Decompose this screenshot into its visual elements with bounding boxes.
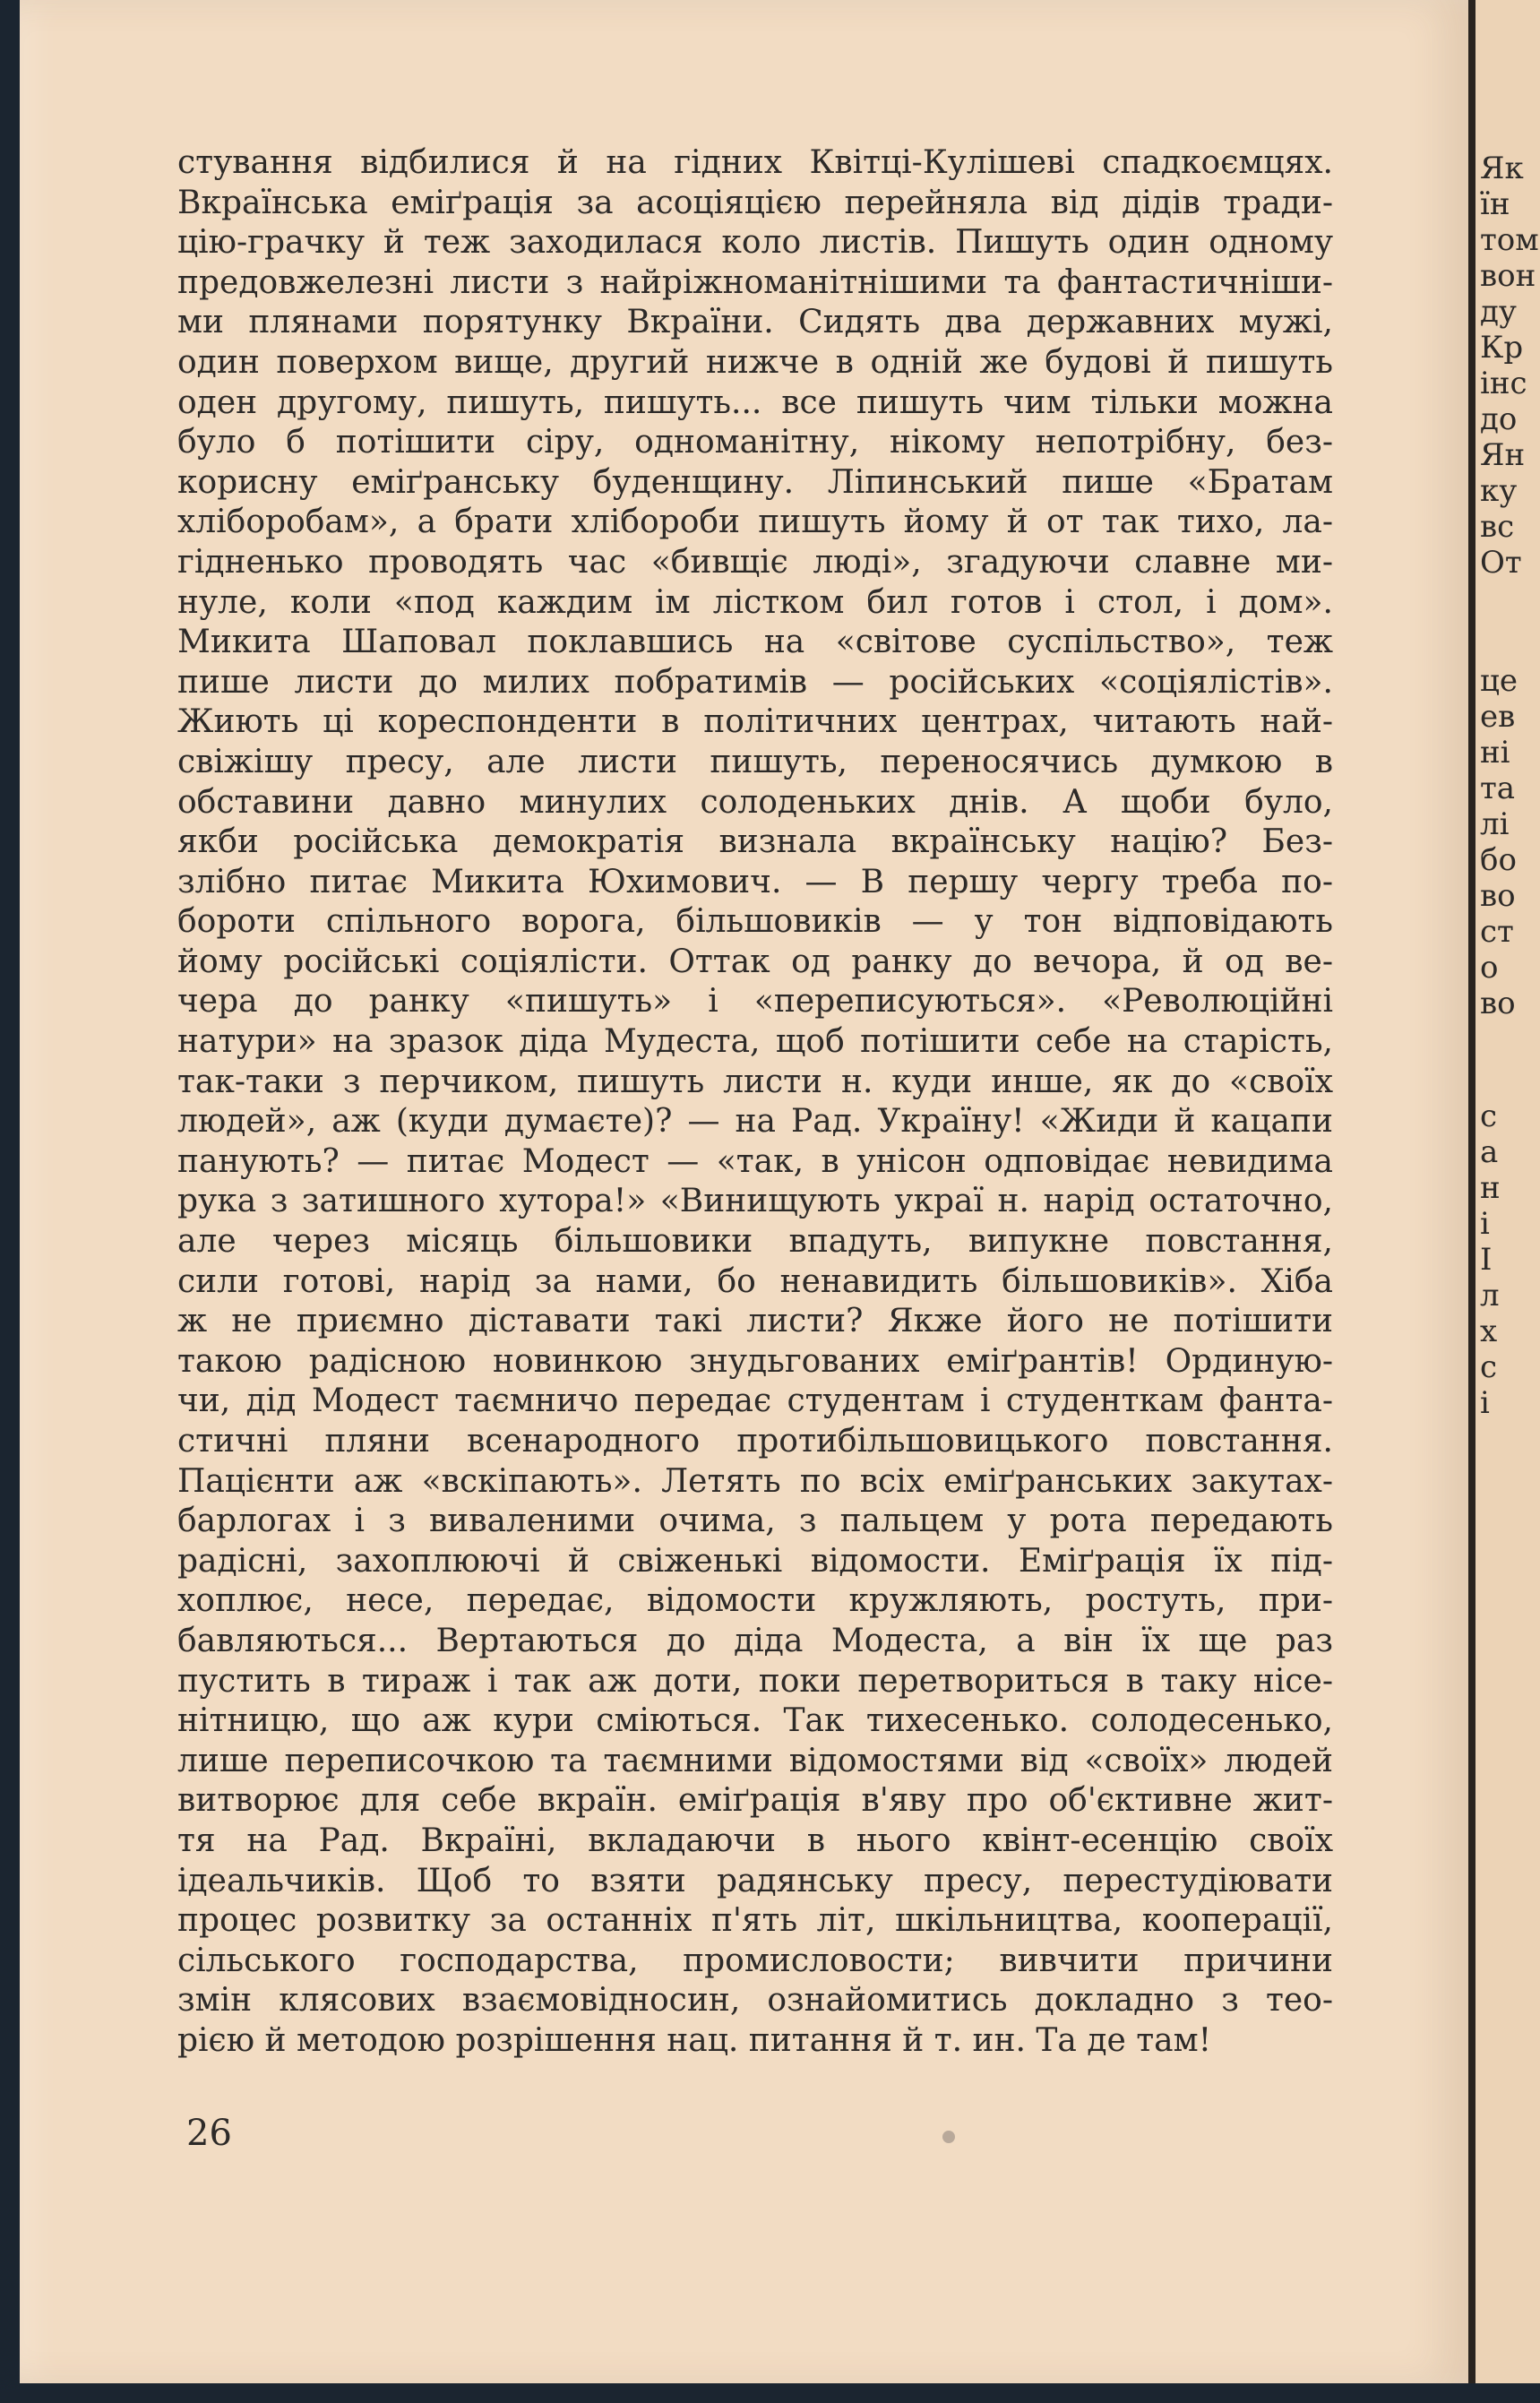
facing-page-fragment: та	[1480, 771, 1516, 806]
facing-page-fragment: вон	[1480, 258, 1536, 294]
text-line: витворює для себе вкраїн. еміґрація в'яву про об'єктивне жит-	[177, 1782, 1333, 1820]
text-line: ідеальчиків. Щоб то взяти радянську пресу, перестудіювати	[177, 1862, 1333, 1899]
text-line: хліборобам», а брати хлібороби пишуть йому й от так тихо, ла-	[177, 504, 1333, 541]
text-line: предовжелезні листи з найріжноманітнішими та фантастичніши-	[177, 263, 1333, 301]
text-line: Микита Шаповал поклавшись на «світове суспільство», теж	[177, 624, 1333, 661]
text-line: якби російська демократія визнала вкраїнську націю? Без-	[177, 823, 1333, 861]
text-line: свіжішу пресу, але листи пишуть, переносячись думкою в	[177, 743, 1333, 780]
text-line: такою радісною новинкою знудьгованих еміґрантів! Ординую-	[177, 1342, 1333, 1380]
facing-page-fragment: Ян	[1480, 437, 1526, 473]
text-line: Вкраїнська еміґрація за асоціяцією перейняла від дідів тради-	[177, 184, 1333, 221]
facing-page-fragment: От	[1480, 545, 1522, 581]
facing-page-fragment: І	[1480, 1242, 1493, 1278]
text-line: гідненько проводять час «бивщіє люді», згадуючи славне ми-	[177, 543, 1333, 581]
facing-page-fragment: том	[1480, 222, 1539, 258]
text-line: бавляються... Вертаються до діда Модеста, а він їх ще раз	[177, 1622, 1333, 1659]
text-line: змін клясових взаємовідносин, ознайомитись докладно з тео-	[177, 1982, 1333, 2020]
page-number: 26	[186, 2113, 232, 2154]
text-line: лише переписочкою та таємними відомостями від «своїх» людей	[177, 1742, 1333, 1779]
facing-page-fragment: л	[1480, 1278, 1500, 1313]
facing-page-fragment: во	[1480, 878, 1516, 914]
facing-page-fragment: а	[1480, 1134, 1499, 1170]
facing-page-fragment: лі	[1480, 806, 1510, 842]
facing-page-fragment: і	[1480, 1385, 1490, 1421]
text-line: бороти спільного ворога, більшовиків — у тон відповідають	[177, 903, 1333, 941]
text-line: йому російські соціялісти. Оттак од ранку до вечора, й од ве-	[177, 943, 1333, 980]
facing-page-fragment: це	[1480, 663, 1518, 699]
facing-page-fragment: ев	[1480, 699, 1516, 735]
text-line: так-таки з перчиком, пишуть листи н. куди инше, як до «своїх	[177, 1063, 1333, 1100]
text-line: радісні, захоплюючі й свіженькі відомости. Еміґрація їх під-	[177, 1542, 1333, 1580]
facing-page-fragment: х	[1480, 1313, 1498, 1349]
text-line: пише листи до милих побратимів — російських «соціялістів».	[177, 663, 1333, 701]
text-line: але через місяць більшовики впадуть, випукне повстання,	[177, 1223, 1333, 1261]
facing-page-fragment: ні	[1480, 735, 1510, 771]
facing-page-fragment: і	[1480, 1206, 1490, 1242]
facing-page-fragment: Кр	[1480, 330, 1524, 366]
text-line: оден другому, пишуть, пишуть... все пишуть чим тільки можна	[177, 383, 1333, 421]
scan-border	[0, 2383, 1540, 2403]
text-line: ми плянами порятунку Вкраїни. Сидять два державних мужі,	[177, 304, 1333, 341]
facing-page-fragment: їн	[1480, 186, 1510, 222]
text-line: стування відбилися й на гідних Квітці-Кулішеві спадкоємцях.	[177, 144, 1333, 181]
facing-page-fragment: во	[1480, 986, 1516, 1021]
text-line: процес розвитку за останніх п'ять літ, шкільництва, кооперації,	[177, 1902, 1333, 1940]
facing-page-fragment: інс	[1480, 366, 1527, 401]
facing-page-fragment: вс	[1480, 509, 1515, 545]
facing-page-fragment: с	[1480, 1349, 1498, 1385]
text-line: Пацієнти аж «вскіпають». Летять по всіх еміґранських закутах-	[177, 1462, 1333, 1500]
text-line: Жиють ці кореспонденти в політичних центрах, читають най-	[177, 703, 1333, 741]
facing-page-fragment: до	[1480, 401, 1518, 437]
facing-page-fragment: ду	[1480, 294, 1517, 330]
facing-page-fragment: с	[1480, 1098, 1498, 1134]
text-line: сільського господарства, промисловости; вивчити причини	[177, 1942, 1333, 1979]
text-line: чи, дід Модест таємничо передає студентам і студенткам фанта-	[177, 1382, 1333, 1420]
text-line: рука з затишного хутора!» «Винищують украї н. нарід остаточно,	[177, 1183, 1333, 1220]
text-line: корисну еміґранську буденщину. Ліпинський пише «Братам	[177, 463, 1333, 501]
body-text	[177, 143, 1333, 2062]
text-line: людей», аж (куди думаєте)? — на Рад. Україну! «Жиди й кацапи	[177, 1103, 1333, 1141]
facing-page-fragment: н	[1480, 1170, 1501, 1206]
text-line: пустить в тираж і так аж доти, поки перетвориться в таку нісе-	[177, 1662, 1333, 1700]
text-line: барлогах і з виваленими очима, з пальцем у рота передають	[177, 1503, 1333, 1540]
text-line: злібно питає Микита Юхимович. — В першу чергу треба по-	[177, 863, 1333, 900]
text-line: було б потішити сіру, одноманітну, нікому непотрібну, без-	[177, 424, 1333, 461]
facing-page-fragment: ст	[1480, 914, 1514, 950]
facing-page-fragment: ку	[1480, 473, 1518, 509]
text-line: цію-грачку й теж заходилася коло листів. Пишуть один одному	[177, 224, 1333, 262]
text-line: сили готові, нарід за нами, бо ненавидить більшовиків». Хіба	[177, 1262, 1333, 1300]
ink-blot	[942, 2131, 955, 2143]
text-line: чера до ранку «пишуть» і «переписуються». «Революційні	[177, 983, 1333, 1021]
text-line: стичні пляни всенародного протибільшовицького повстання.	[177, 1423, 1333, 1460]
text-line: ж не приємно діставати такі листи? Якже його не потішити	[177, 1303, 1333, 1340]
book-gutter	[1468, 0, 1475, 2383]
text-line: рією й методою розрішення нац. питання й т. ин. Та де там!	[177, 2021, 1212, 2059]
text-line: нуле, коли «под каждим ім лістком бил готов і стол, і дом».	[177, 583, 1333, 621]
text-line: хоплює, несе, передає, відомости кружляють, ростуть, при-	[177, 1582, 1333, 1620]
facing-page-fragment: о	[1480, 950, 1499, 986]
text-line: натури» на зразок діда Мудеста, щоб потішити себе на старість,	[177, 1023, 1333, 1061]
text-line: обставини давно минулих солоденьких днів. А щоби було,	[177, 783, 1333, 821]
text-line: тя на Рад. Вкраїні, вкладаючи в нього квінт-есенцію своїх	[177, 1822, 1333, 1859]
text-line: панують? — питає Модест — «так, в унісон одповідає невидима	[177, 1142, 1333, 1180]
facing-page-fragment: Як	[1480, 151, 1524, 186]
facing-page-fragment: бо	[1480, 842, 1517, 878]
text-line: нітницю, що аж кури сміються. Так тихесенько. солодесенько,	[177, 1702, 1333, 1740]
text-line: один поверхом вище, другий нижче в одній же будові й пишуть	[177, 343, 1333, 381]
